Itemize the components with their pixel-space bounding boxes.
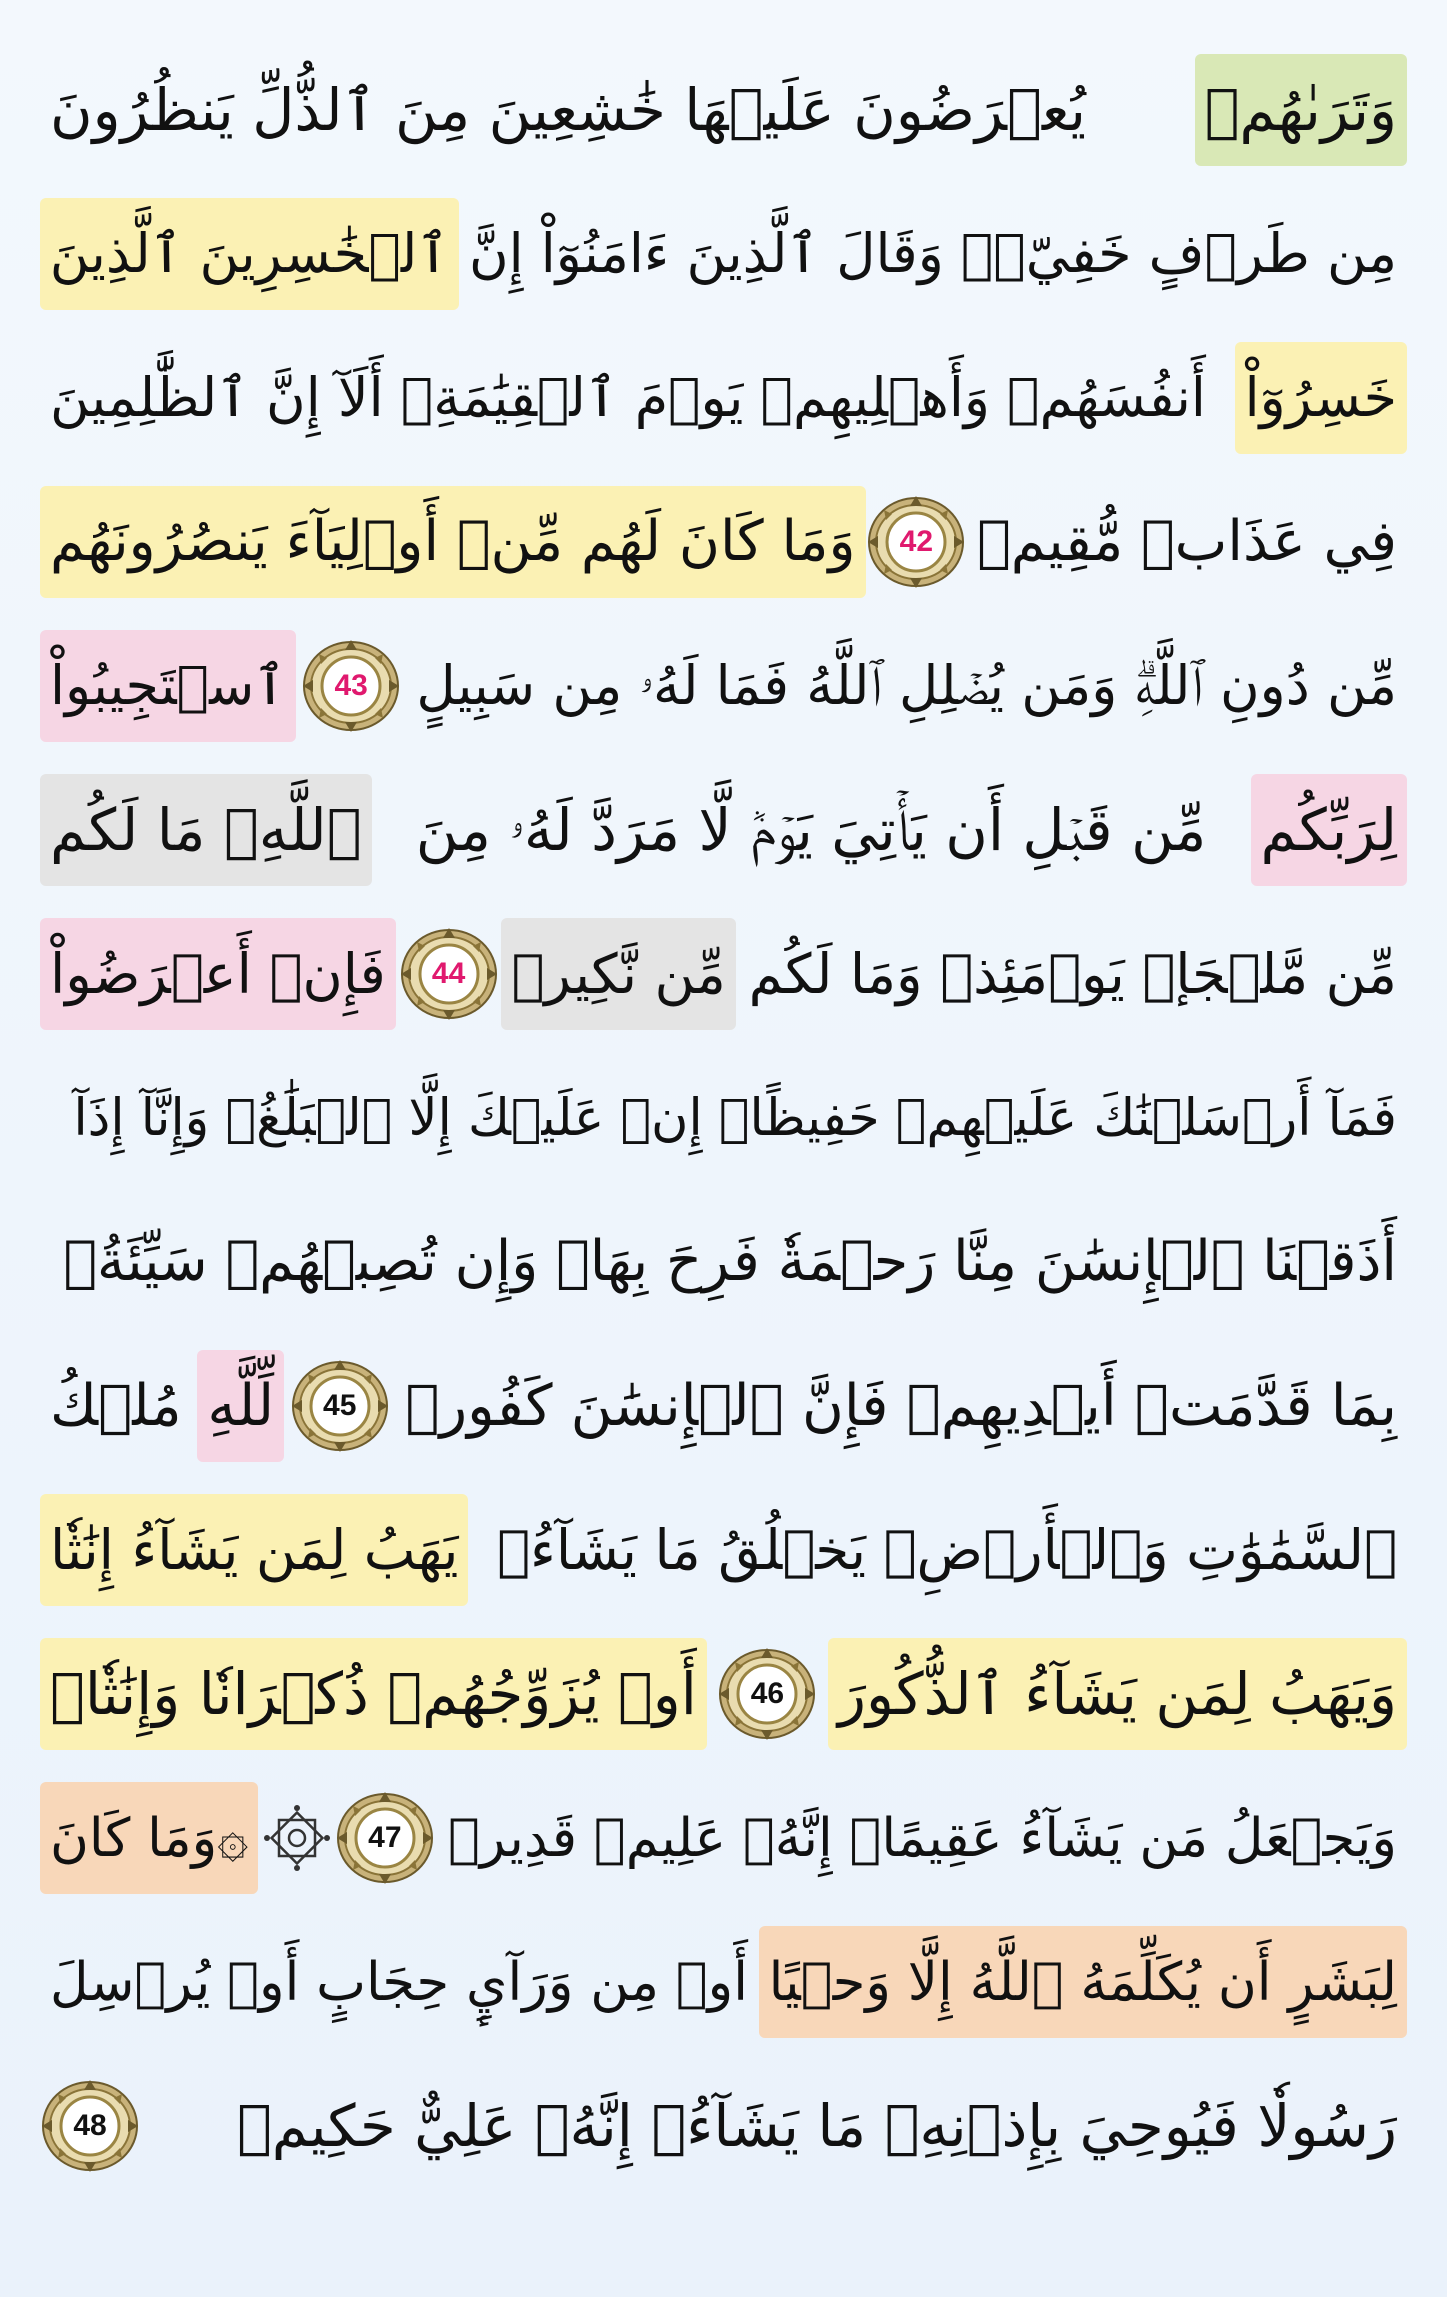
highlighted-text-segment: وَيَهَبُ لِمَن يَشَآءُ ٱلذُّكُورَ [828,1638,1407,1750]
verse-number: 42 [899,525,934,558]
text-line [40,40,1407,180]
verse-number: 48 [73,2109,107,2142]
text-segment: فَمَآ أَرۡسَلۡنَٰكَ عَلَيۡهِمۡ حَفِيظًاۖ إِنۡ عَلَيۡكَ إِلَّا ٱلۡبَلَٰغُۗ وَإِنَّآ إِذَآ [73,1088,1397,1148]
highlighted-text-segment: خَسِرُوٓاْ [1235,342,1407,454]
text-segment: ٱلسَّمَٰوَٰتِ وَٱلۡأَرۡضِۚ يَخۡلُقُ مَا يَشَآءُۚ [496,1517,1397,1582]
text-segment: مِن طَرۡفٍ خَفِيّٖۗ وَقَالَ ٱلَّذِينَ ءَامَنُوٓاْ إِنَّ [468,222,1397,285]
highlighted-text-segment: يَهَبُ لِمَن يَشَآءُ إِنَٰثٗا [40,1494,468,1606]
text-segment: رَسُولٗا فَيُوحِيَ بِإِذۡنِهِۦ مَا يَشَآءُۚ إِنَّهُۥ عَلِيٌّ حَكِيمٞ [236,2092,1397,2160]
text-line [40,1624,1407,1764]
highlighted-text-segment: لِّلَّهِ [197,1350,284,1462]
verse-end-ornament-icon [290,1358,390,1454]
text-segment: بِمَا قَدَّمَتۡ أَيۡدِيهِمۡ فَإِنَّ ٱلۡإِنسَٰنَ كَفُورٞ [405,1372,1397,1439]
text-line [40,2056,1407,2196]
text-line [40,472,1407,612]
text-segment: وَيَجۡعَلُ مَن يَشَآءُ عَقِيمًاۚ إِنَّهُۥ عَلِيمٞ قَدِيرٞ [448,1807,1397,1869]
rub-el-hizb-icon [262,1803,332,1873]
text-segment: أَنفُسَهُمۡ وَأَهۡلِيهِمۡ يَوۡمَ ٱلۡقِيَٰمَةِۗ أَلَآ إِنَّ ٱلظَّٰلِمِينَ [50,366,1206,429]
text-line [40,328,1407,468]
verse-number: 47 [368,1821,402,1854]
verse-end-ornament-icon [717,1646,817,1742]
text-line [40,1336,1407,1476]
verse-number: 44 [431,957,466,990]
highlighted-text-segment: ۞وَمَا كَانَ [40,1782,258,1894]
text-segment: أَوۡ مِن وَرَآيِٕ حِجَابٍ أَوۡ يُرۡسِلَ [50,1951,748,2013]
highlighted-text-segment: ٱلۡخَٰسِرِينَ ٱلَّذِينَ [40,198,459,310]
text-segment: يُعۡرَضُونَ عَلَيۡهَا خَٰشِعِينَ مِنَ ٱلذُّلِّ يَنظُرُونَ [50,76,1086,144]
text-line [40,616,1407,756]
text-line [40,1912,1407,2052]
verse-number: 43 [334,669,368,702]
verse-end-ornament-icon [40,2078,140,2174]
highlighted-text-segment: لِرَبِّكُم [1251,774,1407,886]
text-line [40,904,1407,1044]
text-line [40,1768,1407,1908]
highlighted-text-segment: وَتَرَىٰهُمۡ [1195,54,1407,166]
highlighted-text-segment: ٱللَّهِۚ مَا لَكُم [40,774,372,886]
highlighted-text-segment: فَإِنۡ أَعۡرَضُواْ [40,918,396,1030]
text-segment: فِي عَذَابٖ مُّقِيمٖ [977,509,1397,574]
highlighted-text-segment: لِبَشَرٍ أَن يُكَلِّمَهُ ٱللَّهُ إِلَّا وَحۡيًا [759,1926,1407,2038]
verse-end-ornament-icon [301,638,401,734]
verse-end-ornament-icon [335,1790,435,1886]
highlighted-text-segment: مِّن نَّكِيرٖ [501,918,735,1030]
text-segment: مِّن دُونِ ٱللَّهِۗ وَمَن يُضۡلِلِ ٱللَّهُ فَمَا لَهُۥ مِن سَبِيلٍ [416,654,1397,717]
highlighted-text-segment: ٱسۡتَجِيبُواْ [40,630,296,742]
text-segment: أَذَقۡنَا ٱلۡإِنسَٰنَ مِنَّا رَحۡمَةٗ فَرِحَ بِهَاۖ وَإِن تُصِبۡهُمۡ سَيِّئَةُۢ [63,1229,1397,1294]
highlighted-text-segment: وَمَا كَانَ لَهُم مِّنۡ أَوۡلِيَآءَ يَنصُرُونَهُم [40,486,866,598]
verse-end-ornament-icon [399,926,499,1022]
text-segment: مُلۡكُ [50,1372,182,1439]
highlighted-text-segment: أَوۡ يُزَوِّجُهُمۡ ذُكۡرَانٗا وَإِنَٰثٗاۖ [40,1638,707,1750]
text-segment: مِّن مَّلۡجَإٖ يَوۡمَئِذٖ وَمَا لَكُم [748,941,1397,1006]
text-line [40,1192,1407,1332]
verse-number: 46 [750,1677,785,1710]
text-line [40,1480,1407,1620]
text-line [40,760,1407,900]
text-line [40,1048,1407,1188]
verse-number: 45 [323,1389,357,1422]
verse-end-ornament-icon [866,494,966,590]
text-segment: مِّن قَبۡلِ أَن يَأۡتِيَ يَوۡمٞ لَّا مَرَدَّ لَهُۥ مِنَ [415,796,1207,864]
text-line [40,184,1407,324]
